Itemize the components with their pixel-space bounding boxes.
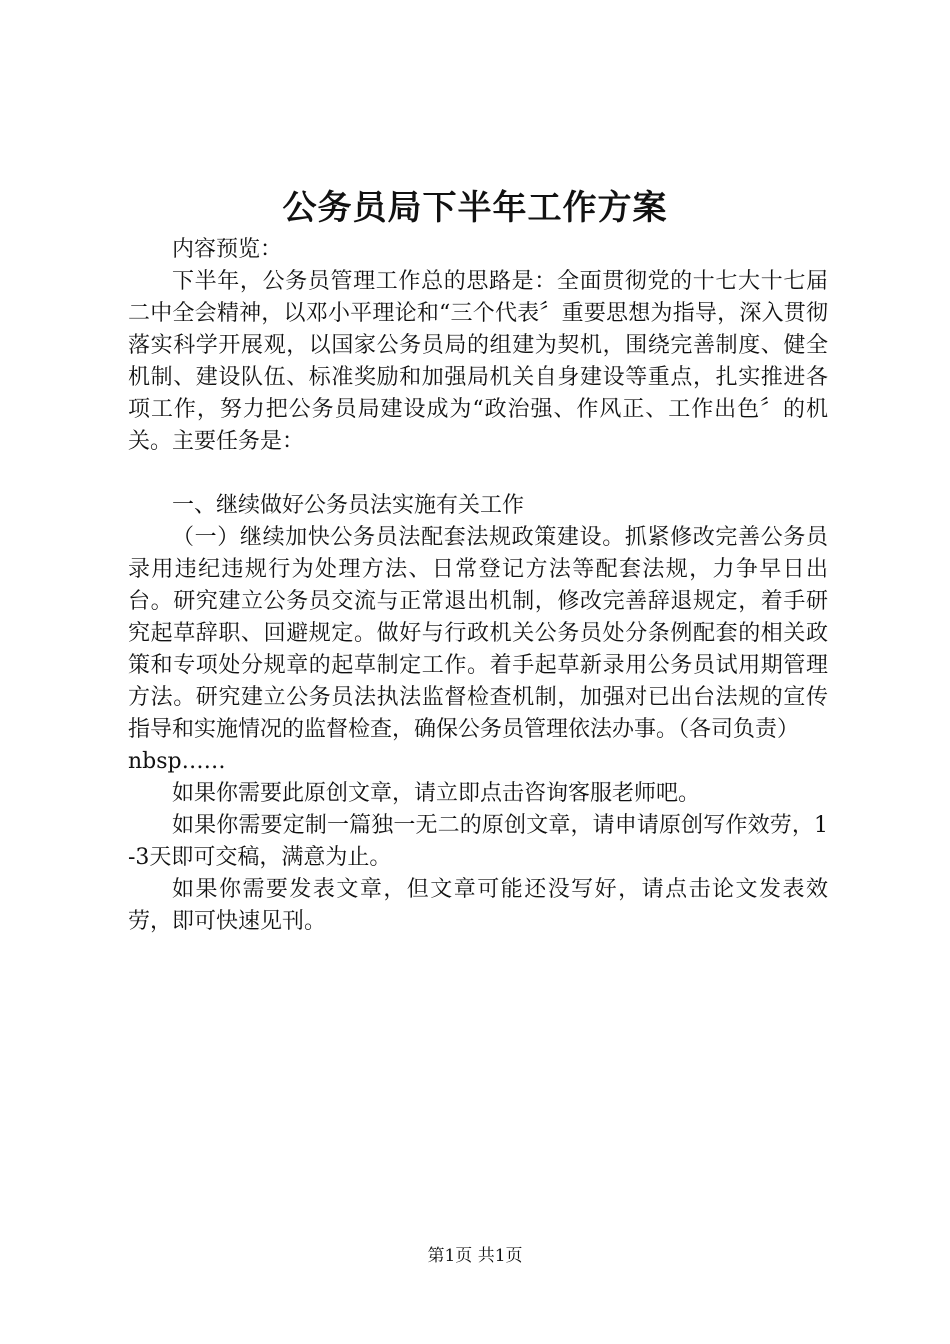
promo-link-publish[interactable]: 如果你需要发表文章，但文章可能还没写好，请点击论文发表效劳，即可快速见刊。 (128, 877, 828, 934)
promo-link-custom-writing[interactable]: 如果你需要定制一篇独一无二的原创文章，请申请原创写作效劳，1-3天即可交稿，满意为止。 (128, 813, 828, 870)
promo-link-consult[interactable]: 如果你需要此原创文章，请立即点击咨询客服老师吧。 (172, 781, 701, 806)
section-body-paragraph: （一）继续加快公务员法配套法规政策建设。抓紧修改完善公务员录用违纪违规行为处理方法、日常登记方法等配套法规，力争早日出台。研究建立公务员交流与正常退出机制，修改完善辞退规定，着手研究起草辞职、回避规定。做好与行政机关公务员处分条例配套的相关政策和专项处分规章的起草制定工作。着手起草新录用公务员试用期管理方法。研究建立公务员法执法监督检查机制，加强对已出台法规的宣传指导和实施情况的监督检查，确保公务员管理依法办事。（各司负责） (128, 525, 828, 742)
page-footer: 第1页 共1页 (427, 1246, 523, 1266)
intro-paragraph: 下半年，公务员管理工作总的思路是：全面贯彻党的十七大十七届二中全会精神，以邓小平理论和“三个代表〞重要思想为指导，深入贯彻落实科学开展观，以国家公务员局的组建为契机，围绕完善制度、健全机制、建设队伍、标准奖励和加强局机关自身建设等重点，扎实推进各项工作，努力把公务员局建设成为“政治强、作风正、工作出色〞的机关。主要任务是： (128, 269, 828, 454)
truncation-marker: nbsp…… (128, 749, 226, 774)
paragraph-spacer (128, 458, 828, 490)
preview-label: 内容预览： (172, 237, 283, 262)
document-title: 公务员局下半年工作方案 (282, 188, 668, 228)
section-heading: 一、继续做好公务员法实施有关工作 (172, 493, 525, 518)
document-body (128, 234, 828, 938)
